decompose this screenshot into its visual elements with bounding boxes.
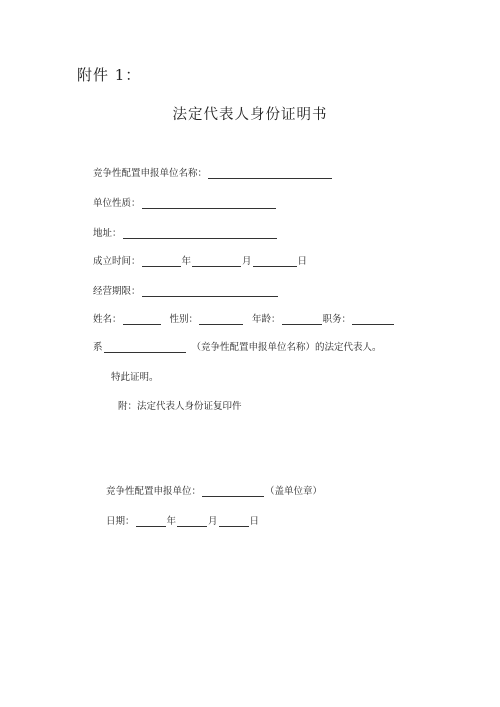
established-day-blank[interactable] [253, 256, 297, 267]
operating-period-blank[interactable] [142, 286, 278, 297]
statement-suffix: （竞争性配置申报单位名称）的法定代表人。 [191, 342, 382, 353]
signature-month-blank[interactable] [177, 516, 207, 527]
established-month-char: 月 [242, 256, 252, 267]
address-row [93, 225, 278, 239]
document-title: 法定代表人身份证明书 [172, 107, 328, 123]
statement-blank[interactable] [104, 342, 186, 353]
appendix-line: 附：法定代表人身份证复印件 [118, 401, 242, 412]
signature-day-blank[interactable] [219, 516, 249, 527]
established-month-blank[interactable] [192, 256, 241, 267]
seal-note: （盖单位章） [265, 486, 323, 497]
operating-period-row [93, 283, 279, 297]
unit-name-row [93, 165, 333, 179]
attachment-label: 附件 1： [77, 66, 142, 84]
established-label: 成立时间： [93, 256, 141, 267]
unit-name-label: 竞争性配置申报单位名称： [93, 168, 208, 179]
established-day-char: 日 [297, 256, 308, 267]
gender-label: 性别： [169, 314, 199, 325]
unit-nature-label: 单位性质： [93, 198, 141, 209]
signature-year-blank[interactable] [136, 516, 166, 527]
signature-unit-row [106, 483, 322, 497]
name-blank[interactable] [123, 314, 161, 325]
name-label: 姓名： [93, 314, 122, 325]
statement-row [93, 339, 382, 353]
signature-unit-blank[interactable] [202, 486, 264, 497]
unit-nature-row [93, 195, 277, 209]
established-year-char: 年 [181, 256, 192, 267]
operating-period-label: 经营期限： [93, 286, 141, 297]
age-blank[interactable] [282, 314, 322, 325]
position-blank[interactable] [352, 314, 394, 325]
signature-unit-label: 竞争性配置申报单位： [106, 486, 202, 497]
address-label: 地址： [93, 228, 122, 239]
signature-date-row [106, 513, 259, 527]
signature-date-label: 日期： [106, 516, 135, 527]
gender-blank[interactable] [199, 314, 243, 325]
unit-name-blank[interactable] [208, 168, 332, 179]
age-label: 年龄： [252, 314, 281, 325]
signature-day-char: 日 [249, 516, 260, 527]
person-info-row [93, 311, 395, 325]
established-year-blank[interactable] [142, 256, 181, 267]
signature-month-char: 月 [208, 516, 218, 527]
statement-prefix: 系 [93, 342, 103, 353]
position-label: 职务： [322, 314, 352, 325]
unit-nature-blank[interactable] [142, 198, 276, 209]
hereby-line: 特此证明。 [111, 372, 159, 383]
signature-year-char: 年 [166, 516, 177, 527]
established-row [93, 253, 307, 267]
address-blank[interactable] [123, 228, 277, 239]
